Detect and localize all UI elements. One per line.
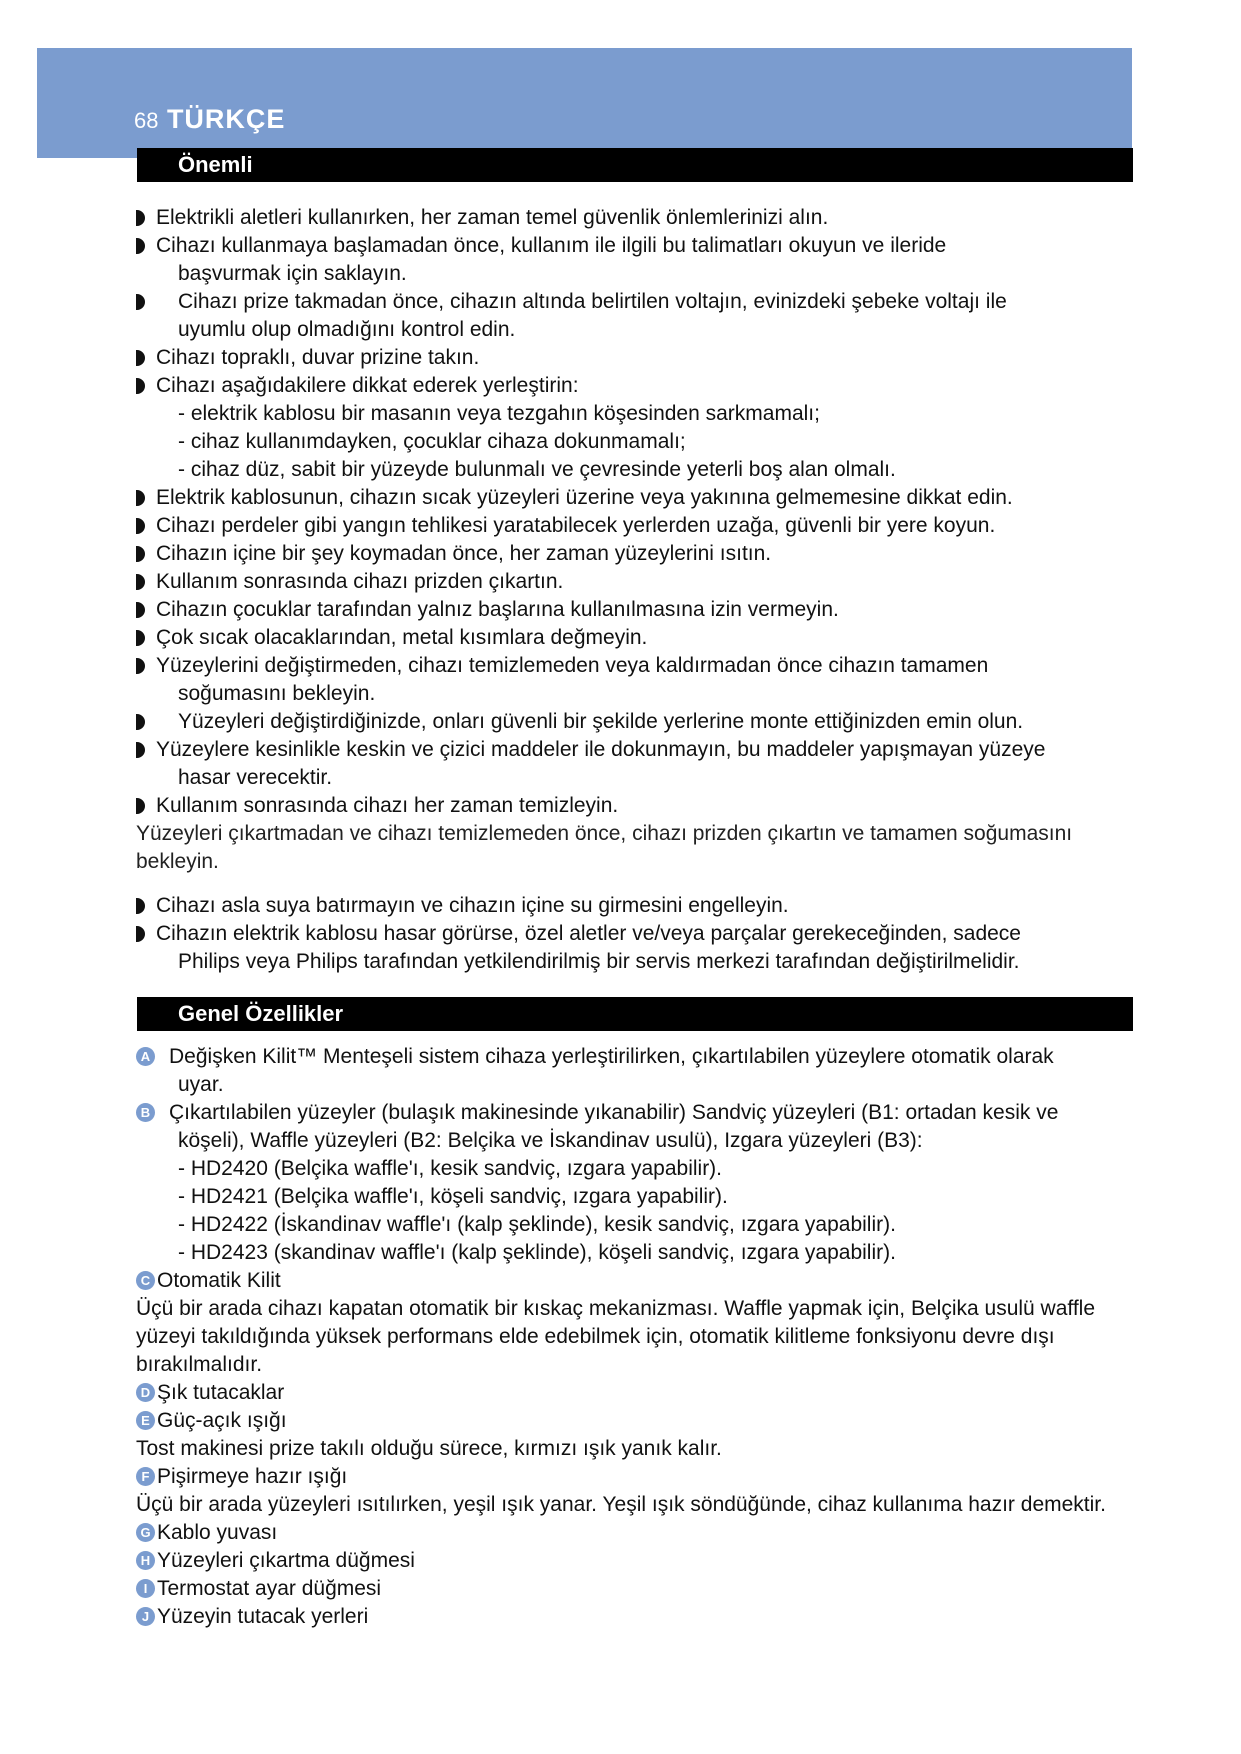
model-item: - HD2422 (İskandinav waffle'ı (kalp şeklinde), kesik sandviç, ızgara yapabilir). (178, 1213, 896, 1236)
label-j-icon: J (136, 1607, 155, 1626)
list-item-continuation: soğumasını bekleyin. (178, 682, 376, 705)
sub-item: - cihaz düz, sabit bir yüzeyde bulunmalı ve çevresinde yeterli boş alan olmalı. (178, 458, 896, 481)
bullet-icon (136, 546, 145, 562)
bullet-icon (136, 378, 145, 394)
general-features-list (136, 1043, 1136, 1631)
list-item: Cihazı prize takmadan önce, cihazın altında belirtilen voltajın, evinizdeki şebeke voltajı ile (136, 288, 1136, 316)
sub-item: - cihaz kullanımdayken, çocuklar cihaza dokunmamalı; (178, 430, 686, 453)
page-header (134, 104, 285, 135)
bullet-icon (136, 798, 145, 814)
list-item: Kullanım sonrasında cihazı prizden çıkartın. (136, 568, 1136, 596)
list-item: Yüzeylerini değiştirmeden, cihazı temizlemeden veya kaldırmadan önce cihazın tamamen (136, 652, 1136, 680)
bullet-icon (136, 238, 145, 254)
list-item: Cihazı aşağıdakilere dikkat ederek yerleştirin: (136, 372, 1136, 400)
label-d-icon: D (136, 1383, 155, 1402)
label-g-icon: G (136, 1523, 155, 1542)
page-number: 68 (134, 108, 159, 133)
feature-e: E Güç-açık ışığı (136, 1407, 1136, 1435)
bullet-icon (136, 742, 145, 758)
list-item: Yüzeyleri değiştirdiğinizde, onları güvenli bir şekilde yerlerine monte ettiğinizden emin olun. (136, 708, 1136, 736)
label-b-icon: B (136, 1103, 155, 1122)
bullet-icon (136, 294, 145, 310)
list-item: Cihazın çocuklar tarafından yalnız başlarına kullanılmasına izin vermeyin. (136, 596, 1136, 624)
list-item-continuation: hasar verecektir. (178, 766, 333, 789)
label-h-icon: H (136, 1551, 155, 1570)
list-item-continuation: Philips veya Philips tarafından yetkilendirilmiş bir servis merkezi tarafından değiştirilmelidir. (178, 950, 1020, 973)
bullet-icon (136, 210, 145, 226)
label-a-icon: A (136, 1047, 155, 1066)
model-item: - HD2420 (Belçika waffle'ı, kesik sandviç, ızgara yapabilir). (178, 1157, 723, 1180)
bullet-icon (136, 574, 145, 590)
feature-description: Tost makinesi prize takılı olduğu sürece, kırmızı ışık yanık kalır. (136, 1437, 722, 1460)
feature-g: G Kablo yuvası (136, 1519, 1136, 1547)
list-item: Cihazın elektrik kablosu hasar görürse, özel aletler ve/veya parçalar gerekeceğinden, sadece (136, 920, 1136, 948)
feature-description: Üçü bir arada cihazı kapatan otomatik bir kıskaç mekanizması. Waffle yapmak için, Belçika usulü waffle (136, 1297, 1096, 1320)
bullet-icon (136, 490, 145, 506)
bullet-icon (136, 630, 145, 646)
model-item: - HD2421 (Belçika waffle'ı, köşeli sandviç, ızgara yapabilir). (178, 1185, 728, 1208)
section-title-general: Genel Özellikler (137, 997, 1133, 1031)
header-band (37, 48, 1132, 158)
language-title: TÜRKÇE (166, 104, 286, 134)
important-list (136, 204, 1136, 876)
list-item: Cihazı perdeler gibi yangın tehlikesi yaratabilecek yerlerden uzağa, güvenli bir yere koyun. (136, 512, 1136, 540)
list-item-continuation: uyumlu olup olmadığını kontrol edin. (178, 318, 516, 341)
list-item: Kullanım sonrasında cihazı her zaman temizleyin. (136, 792, 1136, 820)
list-item: Elektrikli aletleri kullanırken, her zaman temel güvenlik önlemlerinizi alın. (136, 204, 1136, 232)
important-list-2 (136, 892, 1136, 976)
section-title-important: Önemli (137, 148, 1133, 182)
list-item: Çok sıcak olacaklarından, metal kısımlara değmeyin. (136, 624, 1136, 652)
feature-i: I Termostat ayar düğmesi (136, 1575, 1136, 1603)
bullet-icon (136, 350, 145, 366)
feature-description: yüzeyi takıldığında yüksek performans elde edebilmek için, otomatik kilitleme fonksiyonu devre dışı (136, 1325, 1055, 1348)
sub-item: - elektrik kablosu bir masanın veya tezgahın köşesinden sarkmamalı; (178, 402, 820, 425)
feature-j: J Yüzeyin tutacak yerleri (136, 1603, 1136, 1631)
list-item: Cihazın içine bir şey koymadan önce, her zaman yüzeylerini ısıtın. (136, 540, 1136, 568)
bullet-icon (136, 658, 145, 674)
feature-description: Üçü bir arada yüzeyleri ısıtılırken, yeşil ışık yanar. Yeşil ışık söndüğünde, cihaz kullanıma hazır demektir. (136, 1493, 1106, 1516)
bullet-icon (136, 926, 145, 942)
label-e-icon: E (136, 1411, 155, 1430)
feature-f: F Pişirmeye hazır ışığı (136, 1463, 1136, 1491)
bullet-icon (136, 602, 145, 618)
feature-b: B Çıkartılabilen yüzeyler (bulaşık makinesinde yıkanabilir) Sandviç yüzeyleri (B1: ortadan kesik ve (136, 1099, 1136, 1127)
list-item: Elektrik kablosunun, cihazın sıcak yüzeyleri üzerine veya yakınına gelmemesine dikkat edin. (136, 484, 1136, 512)
feature-a: A Değişken Kilit™ Menteşeli sistem cihaza yerleştirilirken, çıkartılabilen yüzeylere otomatik olarak (136, 1043, 1136, 1071)
bullet-icon (136, 898, 145, 914)
feature-continuation: köşeli), Waffle yüzeyleri (B2: Belçika ve İskandinav usulü), Izgara yüzeyleri (B3): (178, 1129, 923, 1152)
list-item: Cihazı topraklı, duvar prizine takın. (136, 344, 1136, 372)
note-text: bekleyin. (136, 850, 219, 873)
bullet-icon (136, 518, 145, 534)
list-item-continuation: başvurmak için saklayın. (178, 262, 407, 285)
note-text: Yüzeyleri çıkartmadan ve cihazı temizlemeden önce, cihazı prizden çıkartın ve tamamen soğumasını (136, 822, 1073, 845)
label-c-icon: C (136, 1271, 155, 1290)
label-f-icon: F (136, 1467, 155, 1486)
feature-h: H Yüzeyleri çıkartma düğmesi (136, 1547, 1136, 1575)
feature-d: D Şık tutacaklar (136, 1379, 1136, 1407)
list-item: Cihazı kullanmaya başlamadan önce, kullanım ile ilgili bu talimatları okuyun ve ileride (136, 232, 1136, 260)
list-item: Cihazı asla suya batırmayın ve cihazın içine su girmesini engelleyin. (136, 892, 1136, 920)
bullet-icon (136, 714, 145, 730)
feature-c: C Otomatik Kilit (136, 1267, 1136, 1295)
label-i-icon: I (136, 1579, 155, 1598)
feature-description: bırakılmalıdır. (136, 1353, 263, 1376)
feature-continuation: uyar. (178, 1073, 224, 1096)
list-item: Yüzeylere kesinlikle keskin ve çizici maddeler ile dokunmayın, bu maddeler yapışmayan yüzeye (136, 736, 1136, 764)
model-item: - HD2423 (skandinav waffle'ı (kalp şeklinde), köşeli sandviç, ızgara yapabilir). (178, 1241, 896, 1264)
